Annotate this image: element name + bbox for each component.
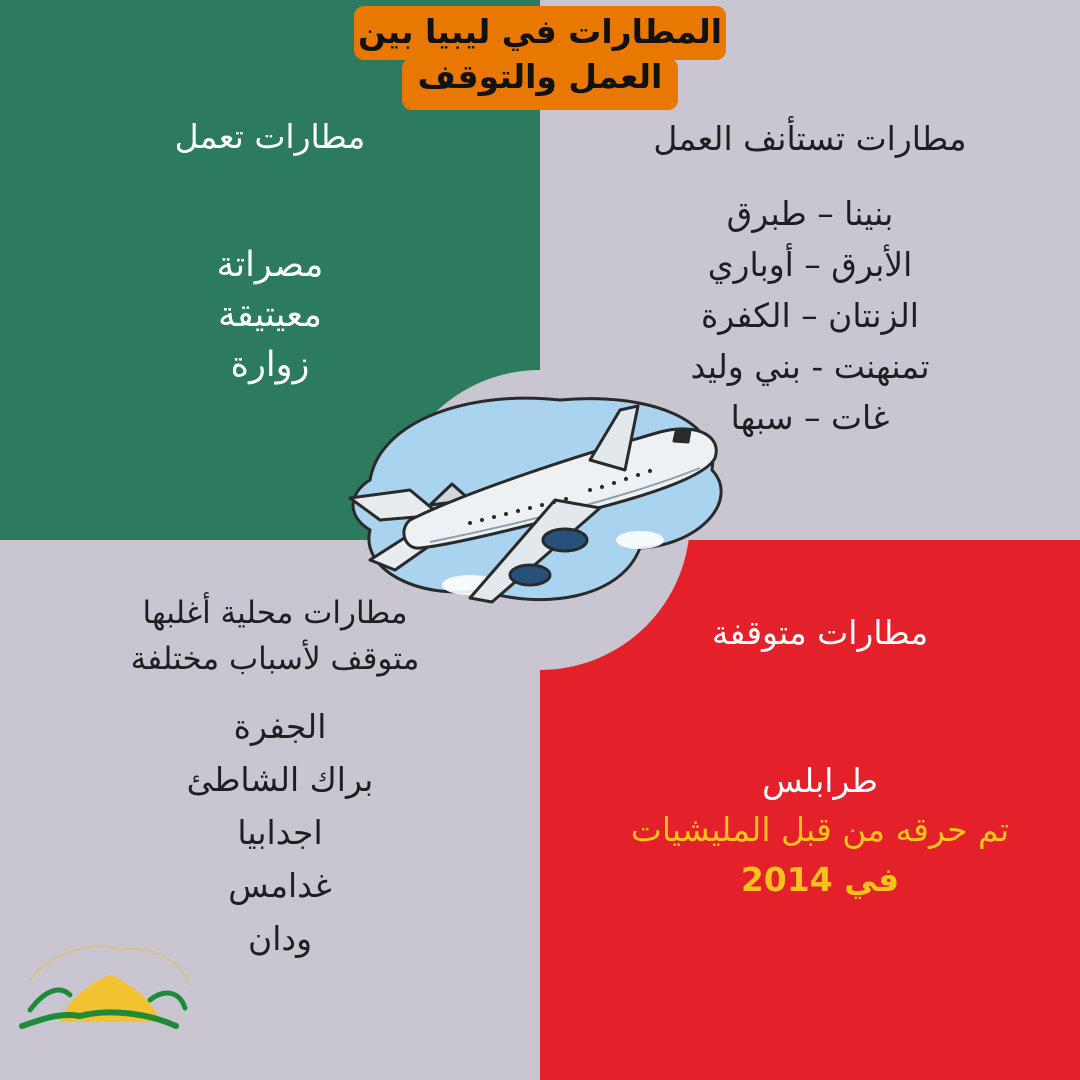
working-list: [140, 240, 400, 390]
title-line-2: العمل والتوقف: [417, 56, 663, 96]
list-item: براك الشاطئ: [186, 760, 374, 799]
local-heading: [60, 590, 490, 682]
stopped-heading: مطارات متوقفة: [711, 613, 929, 652]
local-heading-line-2: متوقف لأسباب مختلفة: [130, 641, 420, 677]
stopped-note: [570, 805, 1070, 905]
local-list: [150, 700, 410, 965]
resuming-list: [600, 188, 1020, 443]
list-item: الأبرق – أوباري: [707, 245, 913, 284]
list-item: تمنهنت - بني وليد: [690, 347, 930, 386]
list-item: بنينا – طبرق: [726, 194, 894, 233]
resuming-heading: مطارات تستأنف العمل: [653, 119, 967, 158]
stopped-note-line-2: في 2014: [740, 860, 900, 899]
list-item: معيتيقة: [218, 295, 322, 335]
list-item: الجفرة: [233, 707, 327, 746]
list-item: ودان: [247, 919, 313, 958]
stopped-note-line-1: تم حرقه من قبل المليشيات: [630, 810, 1010, 849]
list-item: اجدابيا: [237, 813, 323, 852]
list-item: مصراتة: [216, 245, 324, 285]
list-item: غدامس: [228, 866, 332, 905]
title-line-1: المطارات في ليبيا بين: [357, 12, 723, 51]
stopped-item: طرابلس: [762, 761, 878, 800]
local-heading-line-1: مطارات محلية أغلبها: [142, 595, 408, 631]
working-heading: مطارات تعمل: [174, 117, 366, 156]
list-item: غات – سبها: [730, 398, 890, 437]
list-item: الزنتان – الكفرة: [701, 296, 919, 335]
page-title: [354, 10, 726, 99]
list-item: زوارة: [230, 345, 310, 385]
